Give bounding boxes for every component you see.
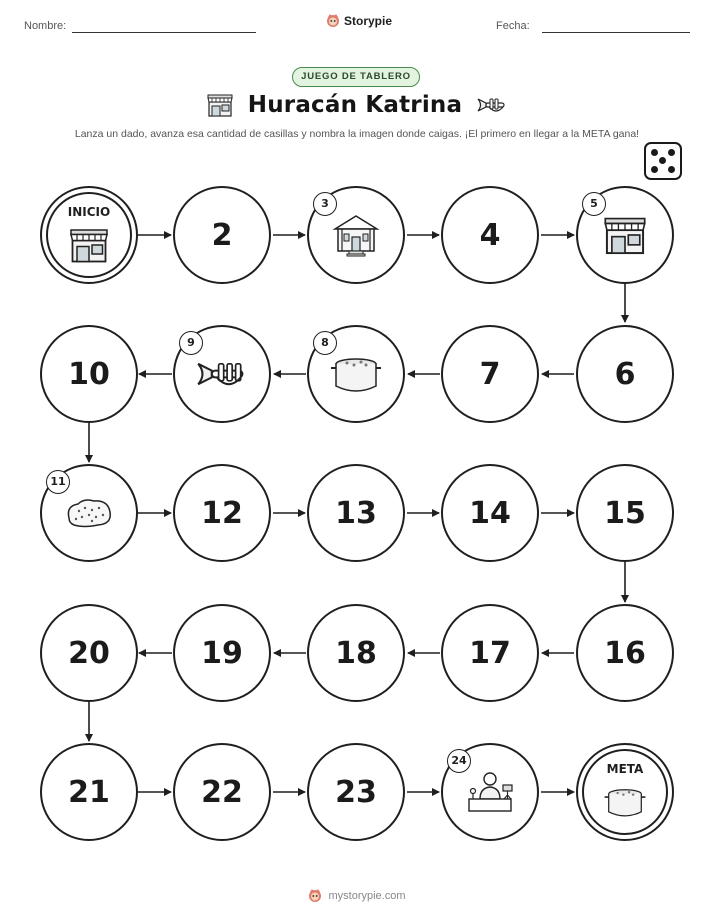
- board-space-2[interactable]: [173, 186, 271, 284]
- space-number: 16: [604, 635, 646, 671]
- board-space-6[interactable]: [576, 325, 674, 423]
- board-space-20[interactable]: [40, 604, 138, 702]
- space-number: 18: [335, 635, 377, 671]
- board-space-21[interactable]: [40, 743, 138, 841]
- board-space-23[interactable]: [307, 743, 405, 841]
- board-space-7[interactable]: [441, 325, 539, 423]
- space-number: 12: [201, 495, 243, 531]
- board-space-start[interactable]: [40, 186, 138, 284]
- store-icon: [68, 227, 110, 263]
- board-space-13[interactable]: [307, 464, 405, 562]
- brand-name: Storypie: [344, 14, 393, 28]
- space-number-badge: 5: [582, 192, 606, 216]
- instructions: Lanza un dado, avanza esa cantidad de casillas y nombra la imagen donde caigas. ¡El primero en llegar a la META gana!: [74, 128, 640, 140]
- board-space-5[interactable]: [576, 186, 674, 284]
- board-space-18[interactable]: [307, 604, 405, 702]
- house-icon: [331, 213, 381, 257]
- space-number: 2: [211, 217, 233, 253]
- space-number: 23: [335, 774, 377, 810]
- board-space-22[interactable]: [173, 743, 271, 841]
- board-space-24[interactable]: [441, 743, 539, 841]
- date-label: Fecha:: [496, 20, 530, 32]
- board-space-17[interactable]: [441, 604, 539, 702]
- reporter-icon: [463, 769, 517, 815]
- bread-icon: [64, 496, 114, 530]
- space-number: 20: [68, 635, 110, 671]
- space-number: 10: [68, 356, 110, 392]
- space-number: 17: [469, 635, 511, 671]
- store-icon: [602, 215, 648, 255]
- pot-icon: [603, 784, 647, 820]
- trumpet-icon: [194, 357, 250, 391]
- game-type-badge: JUEGO DE TABLERO: [292, 67, 420, 87]
- board-space-16[interactable]: [576, 604, 674, 702]
- board-space-19[interactable]: [173, 604, 271, 702]
- board-space-11[interactable]: [40, 464, 138, 562]
- pot-icon: [329, 352, 383, 396]
- board-space-4[interactable]: [441, 186, 539, 284]
- board-space-14[interactable]: [441, 464, 539, 562]
- space-number: 15: [604, 495, 646, 531]
- space-number: 7: [479, 356, 501, 392]
- footer-url[interactable]: mystorypie.com: [328, 890, 406, 902]
- board-space-10[interactable]: [40, 325, 138, 423]
- name-label: Nombre:: [24, 20, 67, 32]
- page-title: Huracán Katrina: [247, 92, 463, 118]
- space-number: 4: [479, 217, 501, 253]
- space-number: 6: [614, 356, 636, 392]
- space-number: 21: [68, 774, 110, 810]
- board-space-3[interactable]: [307, 186, 405, 284]
- space-number-badge: 3: [313, 192, 337, 216]
- space-number: 22: [201, 774, 243, 810]
- board-space-finish[interactable]: [576, 743, 674, 841]
- start-label: INICIO: [67, 205, 111, 219]
- space-number: 19: [201, 635, 243, 671]
- space-number-badge: 8: [313, 331, 337, 355]
- board-space-9[interactable]: [173, 325, 271, 423]
- board-space-12[interactable]: [173, 464, 271, 562]
- storypie-mascot-icon: [308, 888, 322, 904]
- board-space-8[interactable]: [307, 325, 405, 423]
- space-number-badge: 11: [46, 470, 70, 494]
- space-number: 14: [469, 495, 511, 531]
- space-number: 13: [335, 495, 377, 531]
- space-number-badge: 24: [447, 749, 471, 773]
- footer: [0, 888, 714, 904]
- board-space-15[interactable]: [576, 464, 674, 562]
- space-number-badge: 9: [179, 331, 203, 355]
- finish-label: META: [606, 762, 644, 776]
